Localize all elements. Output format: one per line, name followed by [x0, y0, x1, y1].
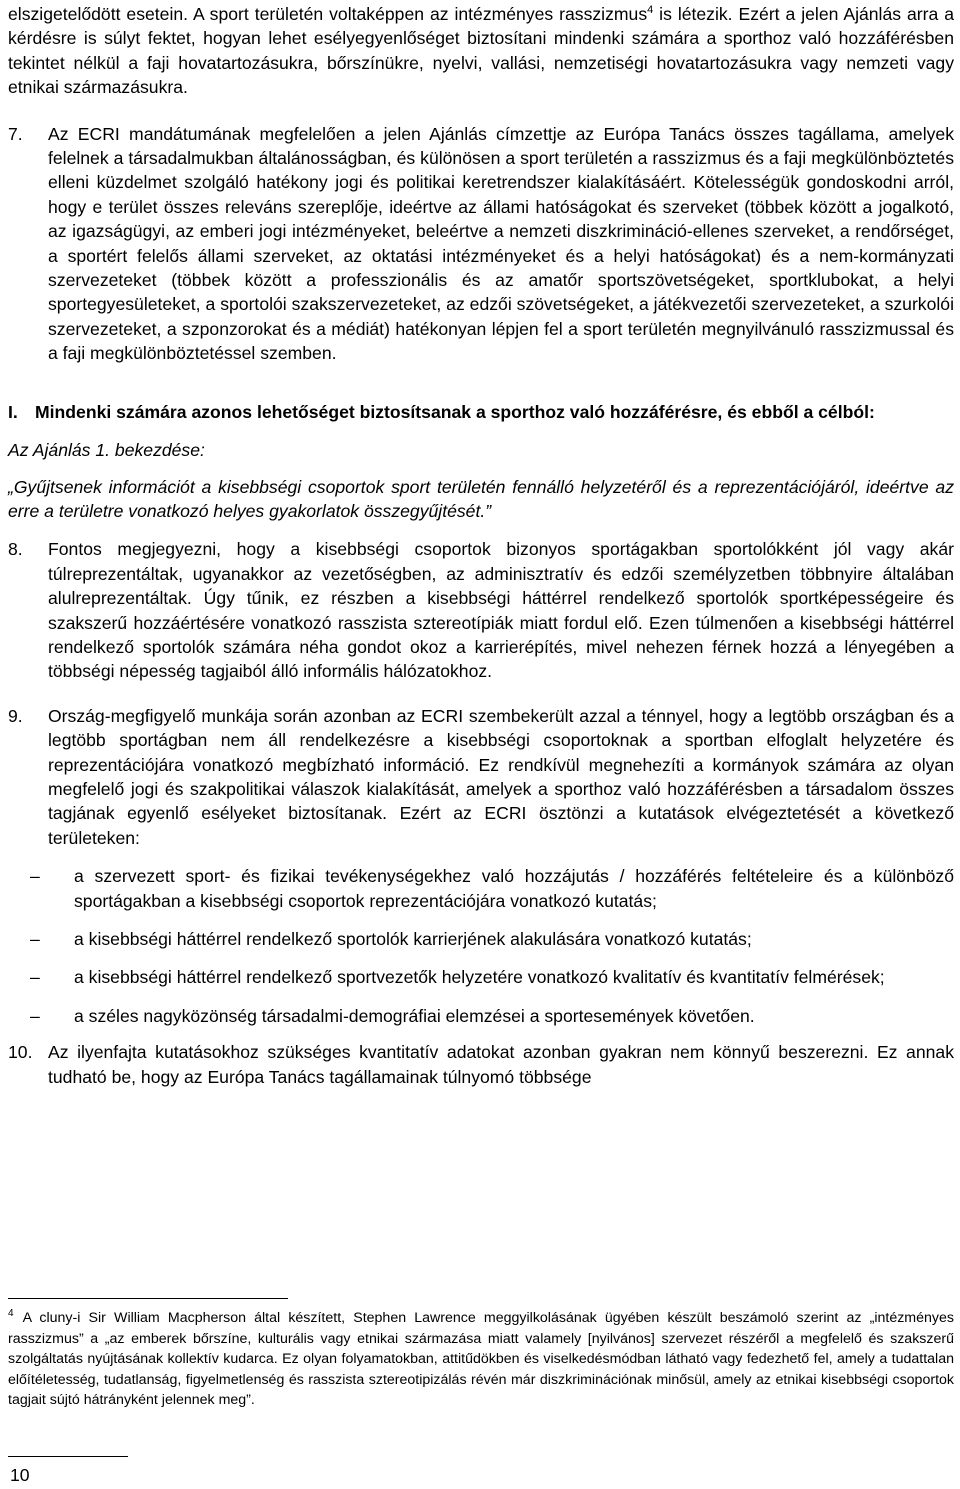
- paragraph-10: [8, 1040, 954, 1089]
- section-title: Mindenki számára azonos lehetőséget biztosítsanak a sporthoz való hozzáférésre, és ebből a célból:: [35, 401, 875, 422]
- paragraph-7: [8, 122, 954, 366]
- paragraph-9: [8, 704, 954, 850]
- paragraph-number: 10.: [8, 1042, 33, 1063]
- recommendation-reference: Az Ajánlás 1. bekezdése:: [8, 440, 205, 461]
- list-item: [8, 927, 954, 951]
- paragraph-number: 8.: [8, 539, 23, 560]
- list-item-text: a széles nagyközönség társadalmi-demográfiai elemzései a sportesemények követően.: [74, 1005, 755, 1026]
- section-heading: [8, 400, 954, 424]
- list-item-text: a kisebbségi háttérrel rendelkező sportolók karrierjének alakulására vonatkozó kutatás;: [74, 929, 752, 949]
- page-number: 10: [10, 1465, 30, 1485]
- paragraph-text: Az ilyenfajta kutatásokhoz szükséges kvantitatív adatokat azonban gyakran nem könnyű beszerezni. Ez annak tudható be, hogy az Európa Tanács tagállamainak túlnyomó többsége: [48, 1042, 954, 1087]
- paragraph-text: Az ECRI mandátumának megfelelően a jelen Ajánlás címzettje az Európa Tanács összes tagállama, amelyek felelnek a társadalmukban általánosságban, és különösen a sport területén a rasszizmus és a faji megkülönböztetés elleni küzdelmet szolgáló hatékony jogi és politikai keretrendszer kialakításáért. Kötelességük gondoskodni arról, hogy e terület összes releváns szereplője, ideértve az állami hatóságokat és szerveket (többek között a jogalkotó, az igazságügyi, az emberi jogi intézményeket, beleértve a nemzeti diszkrimináció-ellenes szerveket, a rendőrséget, a sportért felelős állami szerveket, az oktatási intézményeket és a helyi hatóságokat) és a nem-kormányzati szervezeteket (többek között a professzionális és az amatőr sportszövetségeket, sportklubokat, a helyi sportegyesületeket, a sportolói szakszervezeteket, az edzői szövetségeket, a játékvezetői szervezeteket, a szurkolói szervezeteket, a szponzorokat és a médiát) hatékonyan lépjen fel a sport területén megnyilvánuló rasszizmussal és a faji megkülönböztetéssel szemben.: [48, 123, 954, 364]
- document-page: [8, 2, 954, 1089]
- footnote-separator: [8, 1298, 288, 1299]
- footnote-text: A cluny-i Sir William Macpherson által készített, Stephen Lawrence meggyilkolásának ügyében készült beszámoló szerint az „intézményes rasszizmus” a „az emberek bőrszíne, kulturális vagy etnikai származása miatt valamely [nyilvános] szervezet részéről a megfelelő és szakszerű szolgáltatás nyújtásának kollektív kudarca. Ez olyan folyamatokban, attitűdökben és viselkedésmódban látható vagy fedezhető fel, amely a tudattalan előítéletesség, tudatlanság, figyelmetlenség és rasszista sztereotipizálás révén már diszkriminációnak minősül, amely az etnikai kisebbségi csoportok tagjait sújtó hátrányként jelennek meg”.: [8, 1310, 954, 1409]
- list-item-text: a kisebbségi háttérrel rendelkező sportvezetők helyzetére vonatkozó kvalitatív és kvantitatív felmérések;: [74, 967, 885, 988]
- paragraph-8: [8, 537, 954, 683]
- paragraph-text: Fontos megjegyezni, hogy a kisebbségi csoportok bizonyos sportágakban sportolókként jól vagy akár túlreprezentáltak, ugyanakkor az vezetőségben, az adminisztratív és edzői személyzetben többnyire általában alulreprezentáltak. Úgy tűnik, ez részben a kisebbségi háttérrel rendelkező sportolók sportképességeire és szakszerű hozzáértésére vonatkozó rasszista sztereotípiák miatt fordul elő. Ezen túlmenően a kisebbségi háttérrel rendelkező sportolók számára néha gondot okoz a karrierépítés, mivel nehezen férnek hozzá a lényegében a többségi népesség tagjaiból álló informális hálózatokhoz.: [48, 539, 954, 682]
- footnote-mark: 4: [8, 1308, 14, 1319]
- dash-bullet: –: [30, 929, 40, 949]
- list-item-text: a szervezett sport- és fizikai tevékenységekhez való hozzájutás / hozzáférés feltételeire és a különböző sportágakban a kisebbségi csoportok reprezentációjára vonatkozó kutatás;: [74, 866, 954, 911]
- section-number: I.: [8, 401, 18, 422]
- list-item: [8, 965, 954, 989]
- intro-paragraph: [8, 2, 954, 100]
- list-item: [8, 1004, 954, 1028]
- paragraph-text: Ország-megfigyelő munkája során azonban az ECRI szembekerült azzal a ténnyel, hogy a legtöbb országban és a legtöbb sportágban nem áll rendelkezésre a kisebbségi csoportoknak a sportban elfoglalt helyzetére és reprezentációjára vonatkozó megbízható információ. Ez rendkívül megnehezíti a kormányok számára az olyan megfelelő jogi és szakpolitikai válaszok kialakítását, amelyek a sporthoz való hozzáférésben a társadalom összes tagjának egyenlő esélyeket biztosítanak. Ezért az ECRI ösztönzi a kutatások elvégeztetését a következő területeken:: [48, 705, 954, 848]
- paragraph-number: 9.: [8, 705, 23, 726]
- footnote-reference[interactable]: 4: [647, 4, 654, 16]
- recommendation-quote: „Gyűjtsenek információt a kisebbségi csoportok sport területén fennálló helyzetéről és a reprezentációjáról, ideértve az erre a területre vonatkozó helyes gyakorlatok összegyűjtését.”: [8, 476, 954, 521]
- paragraph-number: 7.: [8, 123, 23, 144]
- list-item: [8, 864, 954, 913]
- intro-text-part1: elszigetelődött esetein. A sport területén voltaképpen az intézményes rasszizmus: [8, 4, 648, 24]
- intro-text-part2: is létezik. Ezért a jelen Ajánlás arra a kérdésre is súlyt fektet, hogyan lehet esélyegyenlőséget biztosítani mindenki számára a sporthoz való hozzáférésben tekintet nélkül a faji hovatartozásukra, bőrszínükre, nyelvi, vallási, nemzetiségi hovatartozásukra vagy nemzeti vagy etnikai származásukra.: [8, 4, 954, 98]
- dash-bullet: –: [30, 866, 40, 887]
- page-number-separator: [8, 1456, 128, 1457]
- dash-bullet: –: [30, 1005, 40, 1026]
- dash-bullet: –: [30, 967, 40, 988]
- footnote: [8, 1304, 954, 1411]
